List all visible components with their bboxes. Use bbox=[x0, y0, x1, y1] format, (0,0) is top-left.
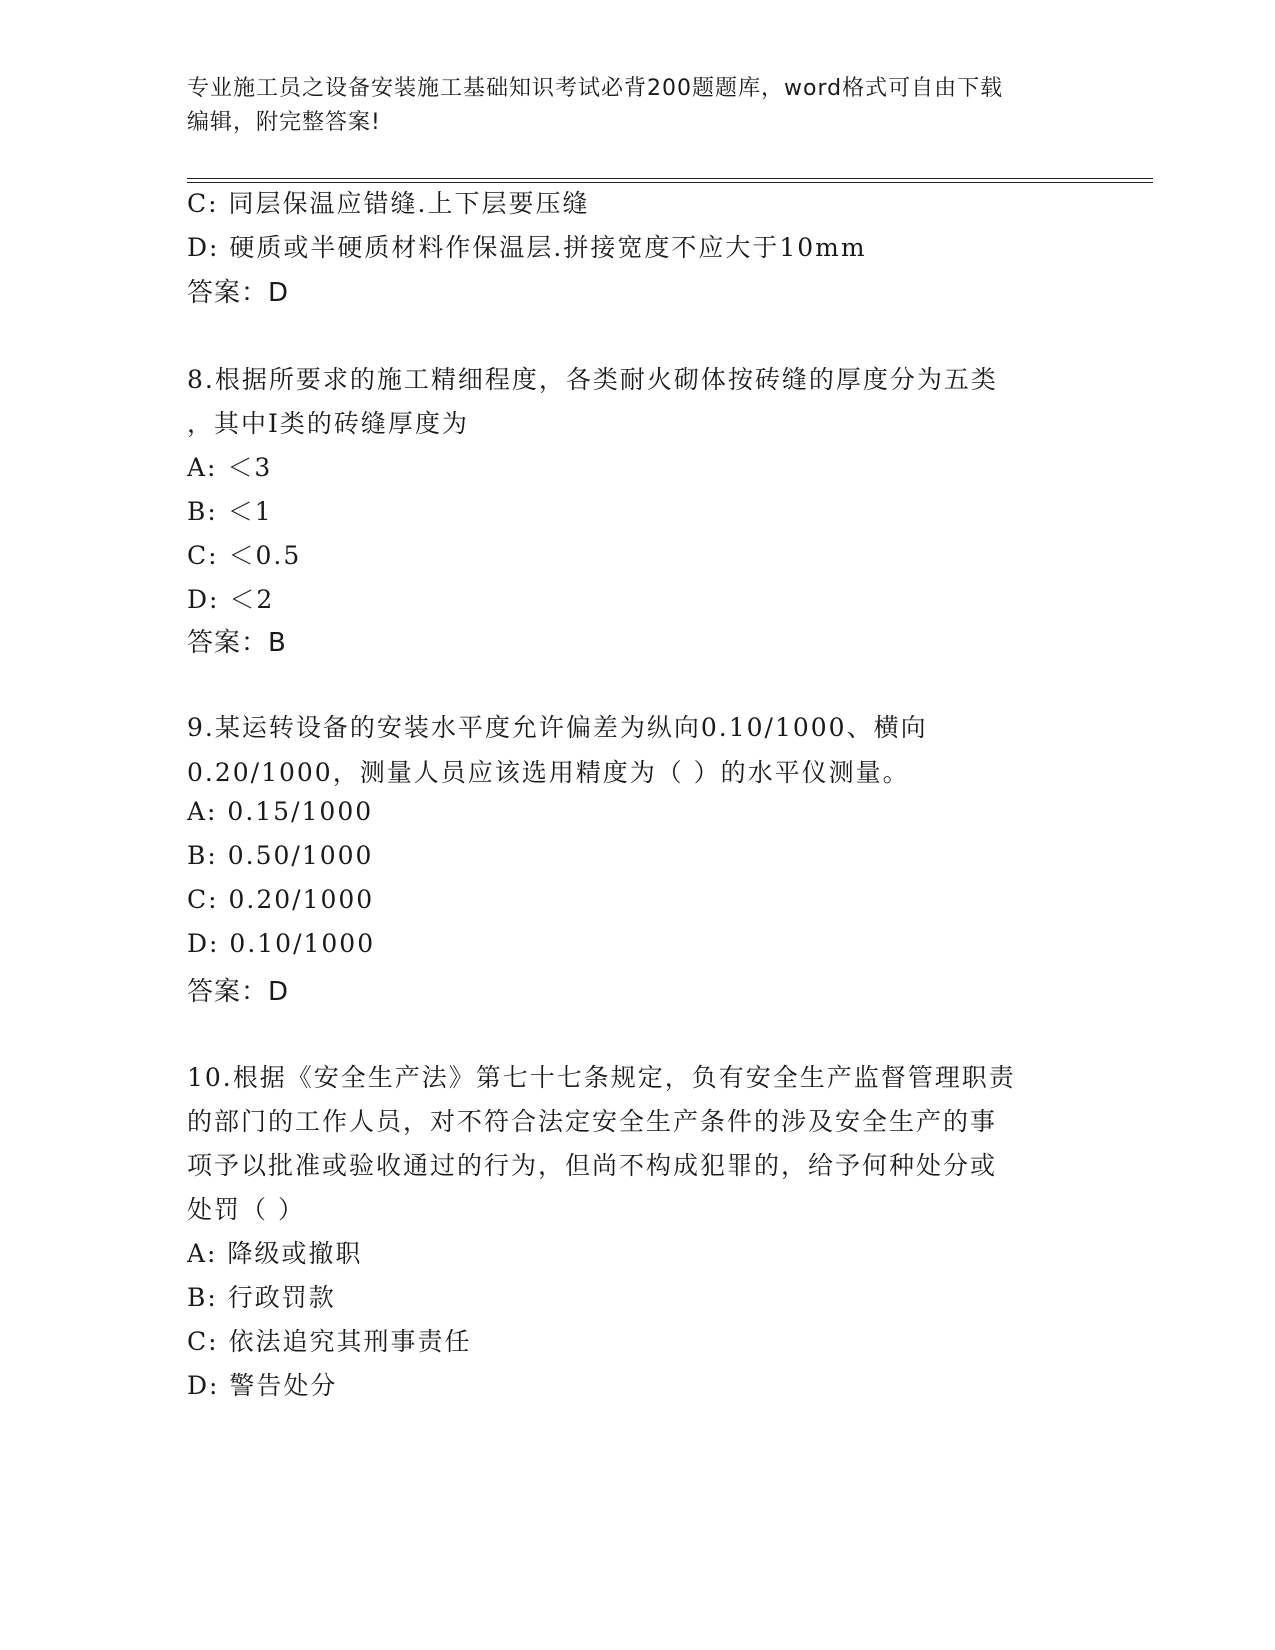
q8-answer: 答案：B bbox=[187, 628, 287, 658]
q10-option-c: C: 依法追究其刑事责任 bbox=[187, 1327, 472, 1356]
q9-option-a: A: 0.15/1000 bbox=[187, 797, 374, 826]
q10-option-d: D: 警告处分 bbox=[187, 1371, 338, 1400]
q7-option-c: C: 同层保温应错缝.上下层要压缝 bbox=[187, 189, 590, 218]
q8-stem-line1: 8.根据所要求的施工精细程度，各类耐火砌体按砖缝的厚度分为五类 bbox=[187, 365, 998, 394]
q9-option-b: B: 0.50/1000 bbox=[187, 841, 374, 870]
q10-option-a: A: 降级或撤职 bbox=[187, 1239, 363, 1268]
q10-stem-line4: 处罚（ ） bbox=[187, 1195, 305, 1224]
q10-stem-line3: 项予以批准或验收通过的行为，但尚不构成犯罪的，给予何种处分或 bbox=[187, 1151, 998, 1180]
q10-option-b: B: 行政罚款 bbox=[187, 1283, 336, 1312]
q9-answer: 答案：D bbox=[187, 977, 290, 1007]
q10-stem-line2: 的部门的工作人员，对不符合法定安全生产条件的涉及安全生产的事 bbox=[187, 1107, 998, 1136]
q9-stem-line2: 0.20/1000，测量人员应该选用精度为（ ）的水平仪测量。 bbox=[187, 758, 910, 787]
q9-stem-line1: 9.某运转设备的安装水平度允许偏差为纵向0.10/1000、横向 bbox=[187, 713, 928, 742]
header-title-line2: 编辑，附完整答案! bbox=[187, 110, 381, 135]
q9-option-c: C: 0.20/1000 bbox=[187, 885, 375, 914]
q8-option-d: D: ＜2 bbox=[187, 585, 275, 614]
q8-option-c: C: ＜0.5 bbox=[187, 541, 302, 570]
header-divider bbox=[187, 178, 1153, 183]
q8-option-a: A: ＜3 bbox=[187, 453, 273, 482]
header-title-line1: 专业施工员之设备安装施工基础知识考试必背200题题库，word格式可自由下载 bbox=[187, 76, 1004, 101]
q9-option-d: D: 0.10/1000 bbox=[187, 929, 376, 958]
q8-option-b: B: ＜1 bbox=[187, 497, 273, 526]
q10-stem-line1: 10.根据《安全生产法》第七十七条规定，负有安全生产监督管理职责 bbox=[187, 1063, 1016, 1092]
q7-answer: 答案：D bbox=[187, 278, 290, 308]
q7-option-d: D: 硬质或半硬质材料作保温层.拼接宽度不应大于10mm bbox=[187, 233, 867, 262]
q8-stem-line2: ，其中Ⅰ类的砖缝厚度为 bbox=[187, 409, 469, 438]
document-header bbox=[187, 72, 1067, 140]
